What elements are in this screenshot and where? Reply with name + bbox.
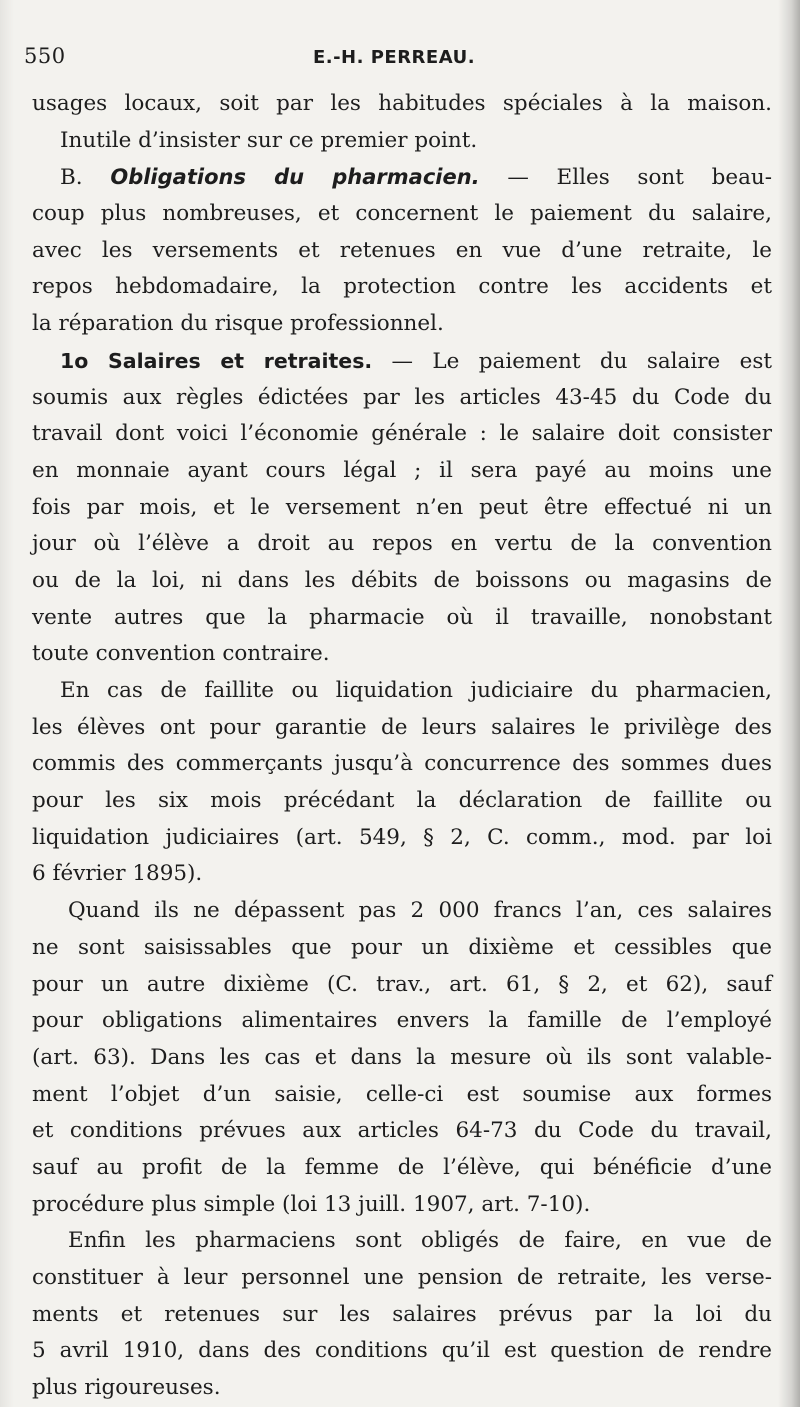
text-line: en monnaie ayant cours légal ; il sera payé au moins une [32, 457, 772, 483]
subsection-title: 1o Salaires et retraites. [60, 348, 373, 373]
text-line: constituer à leur personnel une pension de retraite, les verse- [32, 1265, 772, 1290]
text-line: ment l’objet d’un saisie, celle-ci est soumise aux formes [32, 1081, 772, 1107]
section-letter: B. [60, 165, 83, 191]
text-line: sauf au profit de la femme de l’élève, qui bénéficie d’une [32, 1154, 772, 1180]
text-line: (art. 63). Dans les cas et dans la mesure où ils sont valable- [32, 1044, 772, 1070]
text-line: Inutile d’insister sur ce premier point. [60, 127, 478, 153]
text-line: vente autres que la pharmacie où il travaille, nonobstant [32, 604, 772, 630]
running-head: E.-H. PERREAU. [312, 47, 476, 68]
text-line: et conditions prévues aux articles 64-73 du Code du travail, [32, 1118, 772, 1144]
text-line: usages locaux, soit par les habitudes spéciales à la maison. [32, 91, 772, 116]
subsection-heading-line: 1o Salaires et retraites. — Le paiement du salaire est [60, 348, 772, 374]
section-heading-line: B. Obligations du pharmacien. — Elles sont beau- [60, 165, 772, 191]
page-number: 550 [24, 44, 66, 68]
text-line: commis des commerçants jusqu’à concurrence des sommes dues [32, 751, 772, 777]
text-line: liquidation judiciaires (art. 549, § 2, C. comm., mod. par loi [32, 824, 772, 850]
text-line: procédure plus simple (loi 13 juill. 1907, art. 7-10). [32, 1191, 591, 1217]
page-right-shadow [778, 0, 800, 1407]
text-line: soumis aux règles édictées par les articles 43-45 du Code du [32, 384, 772, 410]
text-line: toute convention contraire. [32, 641, 330, 667]
text-line: plus rigoureuses. [32, 1375, 221, 1401]
text-line: jour où l’élève a droit au repos en vertu de la convention [32, 531, 772, 557]
text-line: ments et retenues sur les salaires prévus par la loi du [32, 1301, 772, 1327]
page-header [24, 44, 764, 78]
text-line: 5 avril 1910, dans des conditions qu’il est question de rendre [32, 1338, 772, 1364]
page-left-shadow [0, 0, 14, 1407]
text-line: ne sont saisissables que pour un dixième et cessibles que [32, 934, 772, 960]
text-line: pour les six mois précédant la déclaration de faillite ou [32, 788, 772, 814]
text-line: la réparation du risque professionnel. [32, 311, 444, 337]
section-title: Obligations du pharmacien. [110, 165, 480, 190]
text-line: En cas de faillite ou liquidation judiciaire du pharmacien, [60, 678, 772, 703]
text-line: les élèves ont pour garantie de leurs salaires le privilège des [32, 714, 772, 740]
text-line: ou de la loi, ni dans les débits de boissons ou magasins de [32, 567, 772, 593]
page-body [32, 86, 772, 1407]
text-line: pour obligations alimentaires envers la famille de l’employé [32, 1008, 772, 1034]
text-line: 6 février 1895). [32, 861, 203, 887]
text-line: Quand ils ne dépassent pas 2 000 francs l’an, ces salaires [68, 898, 772, 924]
text-line: pour un autre dixième (C. trav., art. 61, § 2, et 62), sauf [32, 971, 772, 997]
text-line: fois par mois, et le versement n’en peut être effectué ni un [32, 494, 772, 520]
text-line: travail dont voici l’économie générale : le salaire doit consister [32, 421, 772, 447]
text-line: coup plus nombreuses, et concernent le paiement du salaire, [32, 201, 772, 227]
text-line: avec les versements et retenues en vue d’une retraite, le [32, 237, 772, 263]
text-line: repos hebdomadaire, la protection contre les accidents et [32, 274, 772, 300]
text-line: Enfin les pharmaciens sont obligés de faire, en vue de [68, 1228, 772, 1254]
